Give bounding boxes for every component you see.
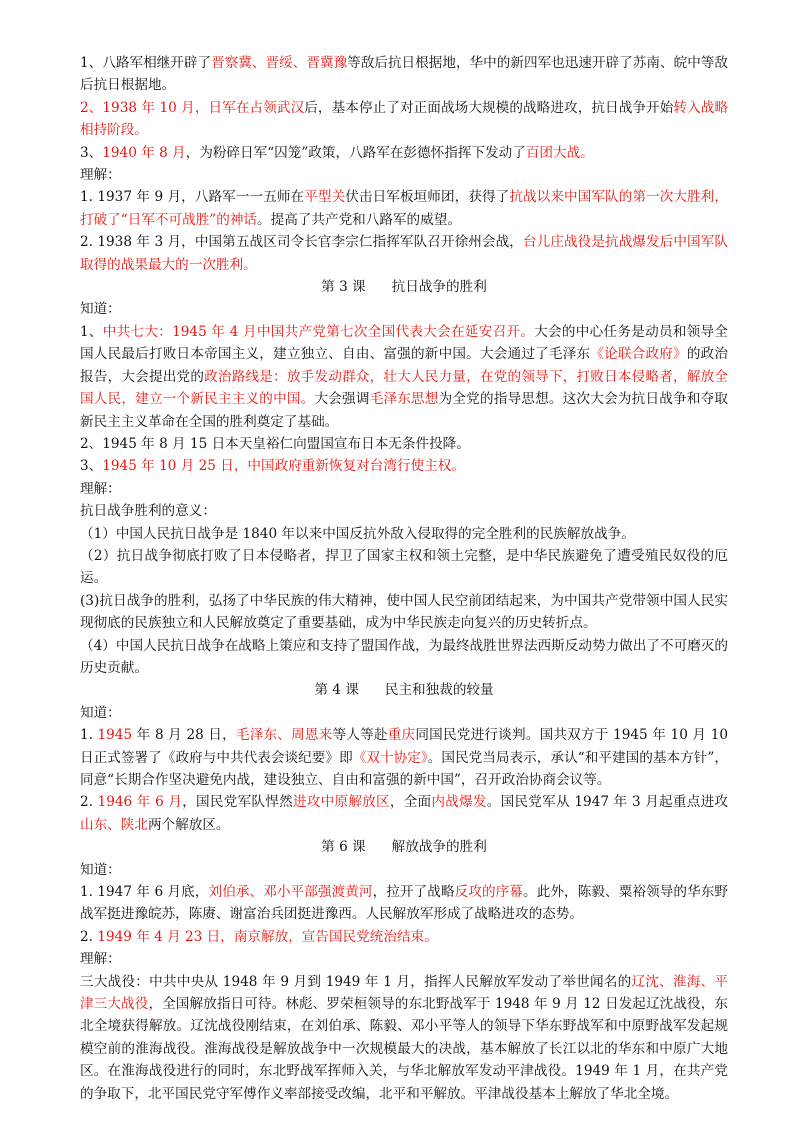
highlighted-text: 政治路线是：放手发动群众，壮大人民力量，在党的领导下，打败日本侵略者，解放全国人民，建立一个新民主主义的中国。 bbox=[80, 368, 728, 408]
text-run: ，全面 bbox=[389, 794, 432, 811]
highlighted-text: 1945 bbox=[97, 727, 133, 744]
highlighted-text: 《双十协定》 bbox=[352, 749, 428, 766]
paragraph bbox=[80, 971, 728, 1105]
highlighted-text: 刘伯承、邓小平部强渡黄河 bbox=[208, 884, 373, 901]
paragraph bbox=[80, 702, 728, 724]
text-run: （2）抗日战争彻底打败了日本侵略者，捍卫了国家主权和领土完整，是中华民族避免了遭受殖民奴役的厄运。 bbox=[80, 547, 728, 587]
text-run: 。国民党军从 1947 年 3 月起重点进攻 bbox=[486, 794, 729, 811]
paragraph bbox=[80, 321, 728, 433]
highlighted-text: 进攻中原解放区 bbox=[292, 794, 390, 811]
highlighted-text: 辽沈、淮海、平津三大战役 bbox=[80, 973, 728, 1013]
text-run: 3、 bbox=[80, 458, 103, 475]
paragraph bbox=[80, 523, 728, 545]
highlighted-text: 山东、陕北 bbox=[80, 816, 148, 833]
text-run: 1. 1937 年 9 月，八路军一一五师在 bbox=[80, 189, 305, 206]
paragraph bbox=[80, 859, 728, 881]
text-run: 大会强调 bbox=[314, 391, 370, 408]
paragraph bbox=[80, 948, 728, 970]
text-run: 知道： bbox=[80, 301, 121, 318]
paragraph bbox=[80, 724, 728, 791]
lesson-heading bbox=[80, 679, 728, 701]
highlighted-text: 中共七大：1945 年 4 月中国共产党第七次全国代表大会在延安召开。 bbox=[102, 323, 535, 340]
highlighted-text: 百团大战。 bbox=[525, 144, 594, 161]
highlighted-text: 内战爆发 bbox=[431, 794, 487, 811]
text-run: 1. bbox=[80, 727, 98, 744]
paragraph bbox=[80, 791, 728, 836]
lesson-number: 第 6 课 bbox=[321, 839, 366, 856]
text-run: ，拉开了战略 bbox=[372, 884, 455, 901]
lesson-title: 民主和独裁的较量 bbox=[384, 682, 494, 699]
text-run: 2. bbox=[80, 794, 98, 811]
highlighted-text: 转入战略相持阶段。 bbox=[80, 99, 729, 139]
paragraph bbox=[80, 164, 728, 186]
highlighted-text: 反攻的序幕 bbox=[454, 884, 524, 901]
text-run: （1）中国人民抗日战争是 1840 年以来中国反抗外敌入侵取得的完全胜利的民族解放战争。 bbox=[80, 525, 635, 542]
text-run: 两个解放区。 bbox=[147, 816, 230, 833]
lesson-title: 解放战争的胜利 bbox=[391, 839, 487, 856]
highlighted-text: 《论联合政府》 bbox=[590, 346, 687, 363]
text-run: 知道： bbox=[80, 704, 121, 721]
text-run: 知道： bbox=[80, 861, 121, 878]
text-run: 大会的中心任务是动员和领导全国人民最后打败日本帝国主义，建立独立、自由、富强的新中国。大会通过了毛泽东 bbox=[80, 323, 729, 363]
text-run: 三大战役：中共中央从 1948 年 9 月到 1949 年 1 月，指挥人民解放军发动了举世闻名的 bbox=[80, 973, 632, 990]
lesson-heading bbox=[80, 276, 728, 298]
text-run: 2、1945 年 8 月 15 日本天皇裕仁向盟国宣布日本无条件投降。 bbox=[80, 435, 470, 452]
paragraph bbox=[80, 231, 728, 276]
highlighted-text: 台儿庄战役是抗战爆发后中国军队取得的战果最大的一次胜利。 bbox=[80, 234, 728, 273]
text-run: 为全党的指导思想。这次大会为抗日战争和夺取新民主主义革命在全国的胜利奠定了基础。 bbox=[80, 391, 729, 430]
text-run: 1、八路军相继开辟了 bbox=[80, 55, 212, 71]
text-run: （4）中国人民抗日战争在战略上策应和支持了盟国作战，为最终战胜世界法西斯反动势力做出了不可磨灭的历史贡献。 bbox=[80, 637, 728, 676]
highlighted-text: 2、 bbox=[80, 99, 103, 116]
text-run: 。此外，陈毅、粟裕领导的华东野战军挺进豫皖苏，陈赓、谢富治兵团挺进豫西。人民解放军形成了战略进攻的态势。 bbox=[80, 884, 729, 923]
lesson-number: 第 4 课 bbox=[314, 682, 359, 699]
text-run: ，为粉碎日军“囚笼”政策，八路军在彭德怀指挥下发动了 bbox=[185, 144, 526, 161]
text-run: ，全国解放指日可待。林彪、罗荣桓领导的东北野战军于 1948 年 9 月 12 日发起辽沈战役，东北全境获得解放。辽沈战役刚结束，在刘伯承、陈毅、邓小平等人的领导下华东野战军和中原野战军发起规模空前的淮海战役。淮海战役是解放战争中一次规模最大的决战，基本解放了长江以北的华东和中原广大地区。在淮海战役进行的同时，东北野战军挥师入关，与华北解放军发动平津战役。1949 年 1 月，在共产党的争取下，北平国民党守军傅作义率部接受改编，北平和平解放。平津战役基本上解放了华北全境。 bbox=[80, 996, 729, 1102]
paragraph bbox=[80, 433, 728, 455]
lesson-title: 抗日战争的胜利 bbox=[391, 279, 487, 296]
text-run: 3、 bbox=[80, 144, 103, 161]
text-run: 伏击日军板垣师团，获得了 bbox=[345, 189, 510, 206]
highlighted-text: 1946 年 6 月 bbox=[97, 794, 183, 811]
paragraph bbox=[80, 97, 728, 142]
text-run: ，国民党军队悍然 bbox=[182, 794, 293, 811]
highlighted-text: 1940 年 8 月 bbox=[102, 144, 186, 161]
highlighted-text: 毛泽东思想 bbox=[369, 391, 439, 408]
paragraph bbox=[80, 455, 728, 477]
text-run: 1、 bbox=[80, 323, 103, 340]
paragraph bbox=[80, 881, 728, 926]
text-run: 理解： bbox=[80, 480, 121, 497]
text-run: 1. 1947 年 6 月底， bbox=[80, 884, 209, 901]
lesson-number: 第 3 课 bbox=[321, 279, 366, 296]
text-run: 后，基本停止了对正面战场大规模的战略进攻，抗日战争开始 bbox=[304, 99, 674, 116]
text-run: 抗日战争胜利的意义： bbox=[80, 503, 216, 520]
text-run: 2. bbox=[80, 928, 98, 945]
paragraph bbox=[80, 52, 728, 97]
highlighted-text: 晋察冀、晋绥、晋冀豫 bbox=[211, 55, 348, 71]
highlighted-text: 重庆 bbox=[387, 727, 416, 744]
text-run: (3)抗日战争的胜利，弘扬了中华民族的伟大精神，使中国人民空前团结起来，为中国共产党带领中国人民实现彻底的民族独立和人民解放奠定了重要基础，成为中华民族走向复兴的历史转折点。 bbox=[80, 592, 728, 632]
paragraph bbox=[80, 142, 728, 164]
highlighted-text: 毛泽东、周恩来 bbox=[235, 727, 333, 744]
highlighted-text: 1949 年 4 月 23 日，南京解放，宣告国民党统治结束。 bbox=[97, 928, 438, 945]
text-run: 的政治报告，大会提出党的 bbox=[80, 346, 729, 385]
text-run: 。国民党当局表示，承认“和平建国的基本方针”，同意“长期合作坚决避免内战，建设独立、自由和富强的新中国”，召开政治协商会议等。 bbox=[80, 749, 728, 788]
paragraph bbox=[80, 478, 728, 500]
lesson-heading bbox=[80, 836, 728, 858]
text-run: 同国民党进行谈判。国共双方于 1945 年 10 月 10 日正式签署了《政府与中共代表会谈纪要》即 bbox=[80, 727, 729, 766]
paragraph bbox=[80, 635, 728, 680]
paragraph bbox=[80, 186, 728, 231]
highlighted-text: 日军在占领武汉 bbox=[208, 99, 305, 116]
text-run: 理解： bbox=[80, 167, 121, 184]
text-run: 等人等赴 bbox=[332, 727, 388, 744]
paragraph bbox=[80, 500, 728, 522]
text-run: 。提高了共产党和八路军的威望。 bbox=[257, 211, 461, 228]
text-run: 2. 1938 年 3 月，中国第五战区司令长官李宗仁指挥军队召开徐州会战， bbox=[80, 234, 523, 251]
paragraph bbox=[80, 298, 728, 320]
highlighted-text: 1938 年 10 月， bbox=[102, 99, 209, 116]
paragraph bbox=[80, 590, 728, 635]
text-run: 理解： bbox=[80, 951, 121, 968]
highlighted-text: 1945 年 10 月 25 日，中国政府重新恢复对台湾行使主权。 bbox=[102, 458, 465, 475]
highlighted-text: 抗战以来中国军队的第一次大胜利，打破了“日军不可战胜”的神话 bbox=[80, 189, 729, 228]
paragraph bbox=[80, 545, 728, 590]
text-run: 等敌后抗日根据地，华中的新四军也迅速开辟了苏南、皖中等敌后抗日根据地。 bbox=[80, 55, 728, 94]
text-run: 年 8 月 28 日， bbox=[132, 727, 236, 744]
paragraph bbox=[80, 926, 728, 948]
highlighted-text: 平型关 bbox=[304, 189, 346, 206]
